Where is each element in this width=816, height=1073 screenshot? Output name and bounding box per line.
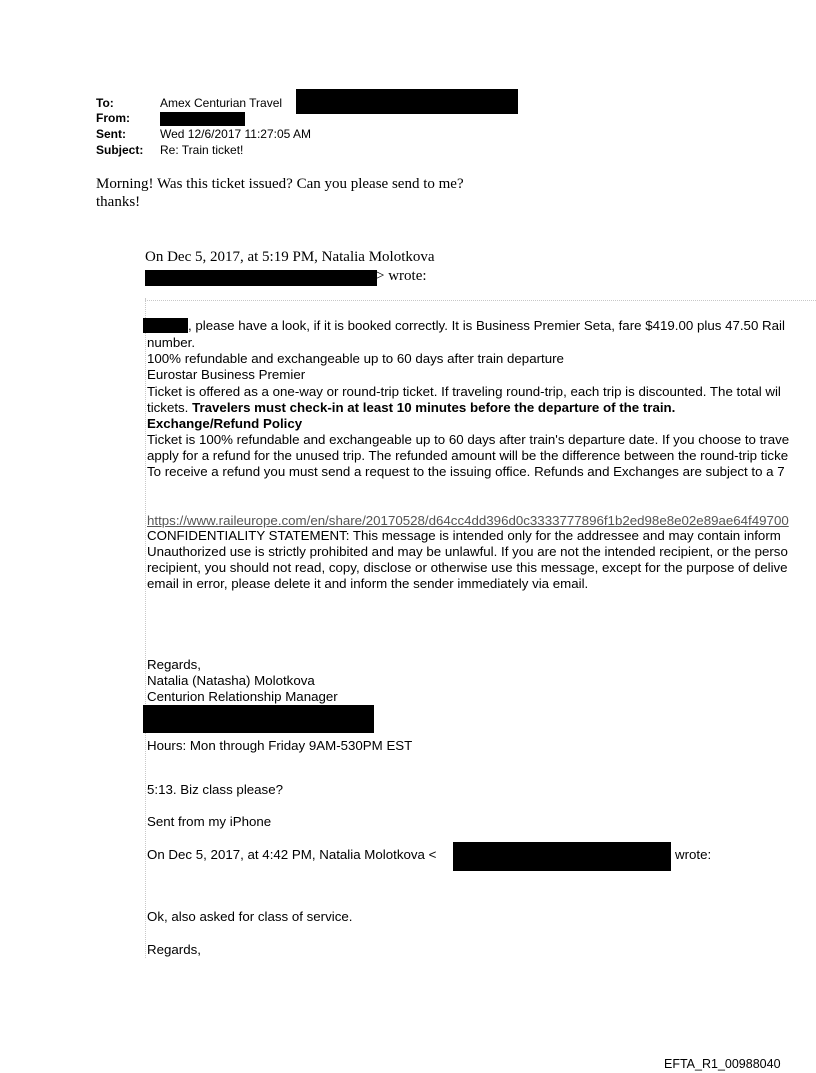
redaction-to — [296, 89, 518, 114]
thread-sent-from: Sent from my iPhone — [147, 814, 272, 829]
message-line-6-normal: tickets. — [147, 400, 193, 415]
policy-line-2: apply for a refund for the unused trip. The refunded amount will be the difference between the round-trip ticke — [147, 448, 789, 463]
signature-regards: Regards, — [147, 657, 201, 672]
document-id: EFTA_R1_00988040 — [664, 1057, 781, 1071]
message-line-2: number. — [147, 335, 196, 350]
message-line-5: Ticket is offered as a one-way or round-trip ticket. If traveling round-trip, each trip is discounted. The total wil — [147, 384, 781, 399]
quote-divider — [145, 300, 816, 301]
redaction-from — [160, 112, 245, 126]
signature-hours: Hours: Mon through Friday 9AM-530PM EST — [147, 738, 413, 753]
thread-attribution-end: wrote: — [675, 847, 712, 862]
check-in-notice: Travelers must check-in at least 10 minutes before the departure of the train. — [192, 400, 676, 415]
sent-label: Sent: — [96, 127, 126, 141]
raileurope-link[interactable]: https://www.raileurope.com/en/share/20170528/d64cc4dd396d0c3333777896f1b2ed98e8e02e89ae64f49700 — [147, 513, 789, 528]
policy-line-1: Ticket is 100% refundable and exchangeable up to 60 days after train's departure date. If you choose to trave — [147, 432, 790, 447]
policy-line-3: To receive a refund you must send a request to the issuing office. Refunds and Exchanges are subject to a 7 — [147, 464, 785, 479]
body-line-1: Morning! Was this ticket issued? Can you please send to me? — [96, 176, 464, 192]
policy-heading: Exchange/Refund Policy — [147, 416, 303, 431]
reply-attribution-1: On Dec 5, 2017, at 5:19 PM, Natalia Molotkova — [145, 249, 435, 265]
message-line-3: 100% refundable and exchangeable up to 60 days after train departure — [147, 351, 564, 366]
redaction-email-2 — [453, 842, 671, 871]
thread-attribution-start: On Dec 5, 2017, at 4:42 PM, Natalia Molotkova < — [147, 847, 437, 862]
sent-value: Wed 12/6/2017 11:27:05 AM — [160, 127, 312, 141]
to-value: Amex Centurian Travel — [160, 96, 283, 110]
redaction-phone — [143, 705, 374, 733]
confidentiality-line-4: email in error, please delete it and inform the sender immediately via email. — [147, 576, 589, 591]
thread-biz-line: 5:13. Biz class please? — [147, 782, 284, 797]
subject-label: Subject: — [96, 143, 144, 157]
confidentiality-line-3: recipient, you should not read, copy, disclose or otherwise use this message, except for the purpose of delive — [147, 560, 788, 575]
message-line-4: Eurostar Business Premier — [147, 367, 306, 382]
reply-attribution-2: > wrote: — [376, 268, 427, 284]
confidentiality-line-1: CONFIDENTIALITY STATEMENT: This message is intended only for the addressee and may contain inform — [147, 528, 781, 543]
from-label: From: — [96, 111, 130, 125]
message-line-1: , please have a look, if it is booked correctly. It is Business Premier Seta, fare $419.00 plus 47.50 Rail — [188, 318, 785, 333]
signature-title: Centurion Relationship Manager — [147, 689, 338, 704]
redaction-email-1 — [145, 270, 377, 286]
confidentiality-line-2: Unauthorized use is strictly prohibited and may be unlawful. If you are not the intended recipient, or the perso — [147, 544, 788, 559]
subject-value: Re: Train ticket! — [160, 143, 244, 157]
body-line-2: thanks! — [96, 194, 141, 210]
thread-ok-line: Ok, also asked for class of service. — [147, 909, 353, 924]
thread-regards: Regards, — [147, 942, 201, 957]
redaction-name — [143, 318, 188, 333]
message-line-6 — [147, 400, 675, 415]
to-label: To: — [96, 96, 114, 110]
signature-name: Natalia (Natasha) Molotkova — [147, 673, 315, 688]
